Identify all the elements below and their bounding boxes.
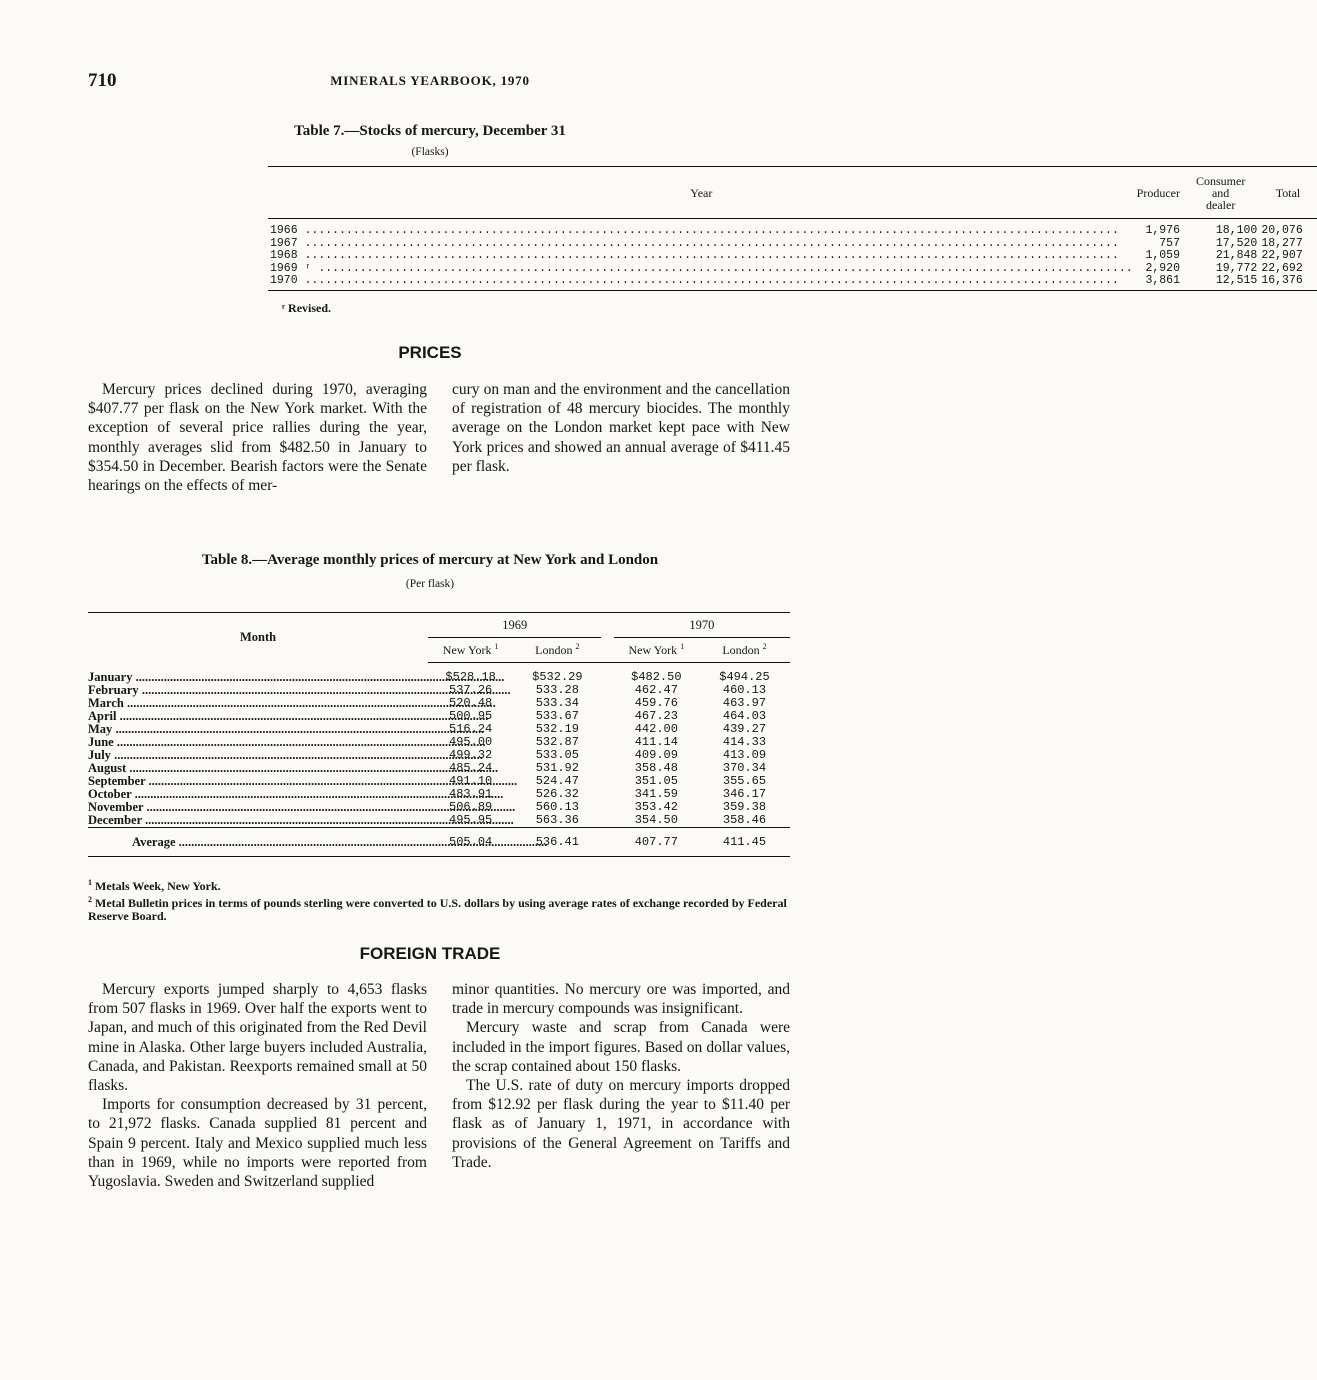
table-row: 1967 ..... 757 17,520 18,277: [268, 238, 1317, 251]
table8: [88, 612, 790, 857]
table8-grid: [88, 612, 790, 857]
prices-heading: PRICES: [398, 343, 462, 362]
table-row: December ..... 495.95 563.36 354.50 358.46: [88, 814, 790, 828]
table7-header-year: Year: [268, 167, 1135, 219]
table-row: July ..... 499.32 533.05 409.09 413.09: [88, 749, 790, 762]
prices-left-column: Mercury prices declined during 1970, averaging $407.77 per flask on the New York market. With the exception of several price rallies during the year, monthly averages slid from $482.50 in January to $354.50 in December. Bearish factors were the Senate hearings on the effects of mer-: [88, 381, 427, 495]
table8-unit: (Per flask): [405, 578, 455, 590]
table8-body: [88, 663, 790, 828]
foreign-trade-paragraph: Imports for consumption decreased by 31 percent, to 21,972 flasks. Canada supplied 81 percent and Spain 9 percent. Italy and Mexico supplied much less than in 1969, while no imports were reported from Yugoslavia. Sweden and Switzerland supplied: [88, 1096, 427, 1191]
table7-header-producer: Producer: [1135, 167, 1182, 219]
table-row: April ..... 500.95 533.67 467.23 464.03: [88, 710, 790, 723]
table7-header-total: Total: [1259, 167, 1316, 219]
table8-header-ny-1969: New York $^1$: [428, 638, 513, 663]
table8-header-london-1969: London $^2$: [513, 638, 601, 663]
table7-grid: [268, 166, 1317, 291]
table8-header-month: Month: [88, 613, 428, 663]
foreign-trade-heading: FOREIGN TRADE: [359, 944, 501, 963]
foreign-trade-paragraph: Mercury exports jumped sharply to 4,653 flasks from 507 flasks in 1969. Over half the exports went to Japan, and much of this originated from the Red Devil mine in Alaska. Other large buyers included Australia, Canada, and Pakistan. Reexports remained small at 50 flasks.: [88, 981, 427, 1095]
table8-header-1970: 1970: [614, 613, 790, 638]
page-number: 710: [88, 70, 117, 91]
table-row: 1968 ..... 1,059 21,848 22,907: [268, 250, 1317, 263]
table-row: May ..... 516.24 532.19 442.00 439.27: [88, 723, 790, 736]
table8-caption: Table 8.—Average monthly prices of mercury at New York and London: [201, 552, 659, 568]
footnote-1: $^1$ Metals Week, New York.: [88, 878, 221, 893]
foreign-trade-paragraph: minor quantities. No mercury ore was imported, and trade in mercury compounds was insignificant.: [452, 981, 790, 1018]
table-row: 1970 ..... 3,861 12,515 16,376: [268, 275, 1317, 290]
running-title: MINERALS YEARBOOK, 1970: [330, 73, 530, 88]
table-row: February ..... 537.26 533.28 462.47 460.13: [88, 684, 790, 697]
table7-caption: Table 7.—Stocks of mercury, December 31: [294, 123, 566, 139]
table-row: June ..... 495.00 532.87 411.14 414.33: [88, 736, 790, 749]
table-row: March ..... 520.48 533.34 459.76 463.97: [88, 697, 790, 710]
table8-header-ny-1970: New York $^1$: [614, 638, 699, 663]
table-row: October ..... 483.91 526.32 341.59 346.17: [88, 788, 790, 801]
foreign-trade-left-column: [88, 980, 427, 1191]
table8-header-london-1970: London $^2$: [699, 638, 790, 663]
table-row: November ..... 506.89 560.13 353.42 359.38: [88, 801, 790, 814]
table8-header-1969: 1969: [428, 613, 601, 638]
table7-unit: (Flasks): [411, 146, 449, 158]
table-row: September ..... 491.10 524.47 351.05 355.65: [88, 775, 790, 788]
table8-average-row: Average ..... 505.04 536.41 407.77 411.45: [88, 828, 790, 857]
foreign-trade-paragraph: Mercury waste and scrap from Canada were included in the import figures. Based on dollar values, the scrap contained about 150 flasks.: [452, 1019, 790, 1075]
table8-footnotes: [88, 876, 790, 923]
foreign-trade-paragraph: The U.S. rate of duty on mercury imports dropped from $12.92 per flask during the year to $11.40 per flask as of January 1, 1971, in accordance with provisions of the General Agreement on Tariffs and Trade.: [452, 1077, 790, 1171]
prices-right-column: cury on man and the environment and the cancellation of registration of 48 mercury biocides. The monthly average on the London market kept pace with New York prices and showed an annual average of $411.45 per flask.: [452, 381, 790, 475]
table-row: 1966 ..... 1,976 18,100 20,076: [268, 219, 1317, 238]
foreign-trade-right-column: [452, 980, 790, 1172]
table-row: January ..... $528.18 $532.29 $482.50 $494.25: [88, 663, 790, 685]
table-row: 1969 ʳ ..... 2,920 19,772 22,692: [268, 263, 1317, 276]
table7: [268, 166, 1303, 291]
table7-footnote: ʳ Revised.: [282, 301, 332, 315]
footnote-2: $^2$ Metal Bulletin prices in terms of pounds sterling were converted to U.S. dollars by using average rates of exchange recorded by Federal Reserve Board.: [88, 895, 787, 923]
table-row: August ..... 485.24 531.92 358.48 370.34: [88, 762, 790, 775]
table7-header-consumer: Consumer and dealer: [1182, 167, 1259, 219]
